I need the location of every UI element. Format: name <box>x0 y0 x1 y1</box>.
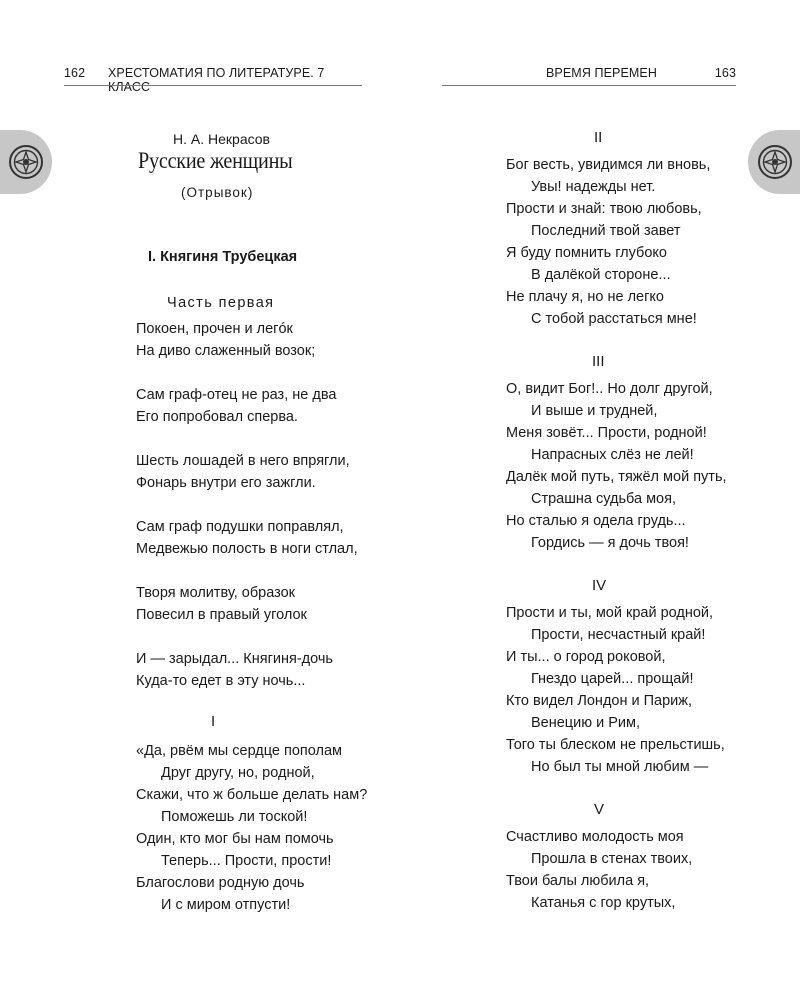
part-heading: Часть первая <box>167 295 275 311</box>
verse-line: «Да, рвём мы сердце пополам <box>136 743 343 759</box>
verse-line: Покоен, прочен и легóк <box>136 321 293 337</box>
verse-line: Венецию и Рим, <box>531 715 641 731</box>
verse-line: Не плачу я, но не легко <box>506 289 664 305</box>
poem-author: Н. А. Некрасов <box>173 131 270 147</box>
left-header-rule <box>64 85 362 86</box>
verse-line: Его попробовал сперва. <box>136 409 298 425</box>
verse-line: Сам граф-отец не раз, не два <box>136 387 337 403</box>
verse-line: Кто видел Лондон и Париж, <box>506 693 693 709</box>
verse-line: Бог весть, увидимся ли вновь, <box>506 157 711 173</box>
verse-line: Медвежью полость в ноги стлал, <box>136 541 358 557</box>
left-side-tab <box>0 130 52 194</box>
verse-line: Куда-то едет в эту ночь... <box>136 673 306 689</box>
verse-line: Шесть лошадей в него впрягли, <box>136 453 350 469</box>
verse-line: Твои балы любила я, <box>506 873 650 889</box>
verse-line: Скажи, что ж больше делать нам? <box>136 787 368 803</box>
verse-line: Но сталью я одела грудь... <box>506 513 686 529</box>
verse-line: С тобой расстаться мне! <box>531 311 697 327</box>
section-numeral: I <box>211 713 216 730</box>
verse-line: Фонарь внутри его зажгли. <box>136 475 316 491</box>
verse-line: Прости и знай: твою любовь, <box>506 201 702 217</box>
left-page-number: 162 <box>64 66 86 80</box>
verse-line: Творя молитву, образок <box>136 585 295 601</box>
right-side-tab <box>748 130 800 194</box>
verse-line: И с миром отпусти! <box>161 897 291 913</box>
right-page-number: 163 <box>714 66 736 80</box>
verse-line: Поможешь ли тоской! <box>161 809 308 825</box>
verse-line: Страшна судьба моя, <box>531 491 676 507</box>
verse-line: Счастливо молодость моя <box>506 829 684 845</box>
left-header-title: ХРЕСТОМАТИЯ ПО ЛИТЕРАТУРЕ. 7 КЛАСС <box>108 66 325 94</box>
verse-line: Сам граф подушки поправлял, <box>136 519 344 535</box>
reading-emblem-icon <box>8 144 44 180</box>
poem-excerpt-note: (Отрывок) <box>181 185 254 200</box>
chapter-heading: I. Княгиня Трубецкая <box>148 249 298 265</box>
verse-line: Один, кто мог бы нам помочь <box>136 831 334 847</box>
right-running-header <box>442 66 736 86</box>
section-numeral: II <box>594 129 603 146</box>
verse-line: Увы! надежды нет. <box>531 179 656 195</box>
poem-title: Русские женщины <box>138 148 293 173</box>
verse-line: И ты... о город роковой, <box>506 649 666 665</box>
verse-line: Друг другу, но, родной, <box>161 765 315 781</box>
verse-line: Прошла в стенах твоих, <box>531 851 693 867</box>
verse-line: И выше и трудней, <box>531 403 658 419</box>
section-numeral: IV <box>592 577 607 594</box>
verse-line: Гнездо царей... прощай! <box>531 671 694 687</box>
verse-line: Напрасных слёз не лей! <box>531 447 694 463</box>
verse-line: Того ты блеском не прельстишь, <box>506 737 725 753</box>
right-page <box>400 0 800 1000</box>
verse-line: О, видит Бог!.. Но долг другой, <box>506 381 713 397</box>
verse-line: Прости и ты, мой край родной, <box>506 605 714 621</box>
section-numeral: III <box>592 353 605 370</box>
right-header-title: ВРЕМЯ ПЕРЕМЕН <box>546 66 657 80</box>
verse-line: Теперь... Прости, прости! <box>161 853 332 869</box>
verse-line: Повесил в правый уголок <box>136 607 307 623</box>
verse-line: Меня зовёт... Прости, родной! <box>506 425 707 441</box>
verse-line: Гордись — я дочь твоя! <box>531 535 689 551</box>
left-running-header <box>64 66 362 94</box>
verse-line: Благослови родную дочь <box>136 875 305 891</box>
verse-line: Катанья с гор крутых, <box>531 895 676 911</box>
verse-line: Далёк мой путь, тяжёл мой путь, <box>506 469 727 485</box>
verse-line: И — зарыдал... Княгиня-дочь <box>136 651 333 667</box>
right-header-rule <box>442 85 736 86</box>
section-numeral: V <box>594 801 605 818</box>
verse-line: Но был ты мной любим — <box>531 759 709 775</box>
reading-emblem-icon <box>757 144 793 180</box>
verse-line: Последний твой завет <box>531 223 681 239</box>
verse-line: На диво слаженный возок; <box>136 343 316 359</box>
verse-line: Я буду помнить глубоко <box>506 245 667 261</box>
verse-line: В далёкой стороне... <box>531 267 671 283</box>
verse-line: Прости, несчастный край! <box>531 627 706 643</box>
